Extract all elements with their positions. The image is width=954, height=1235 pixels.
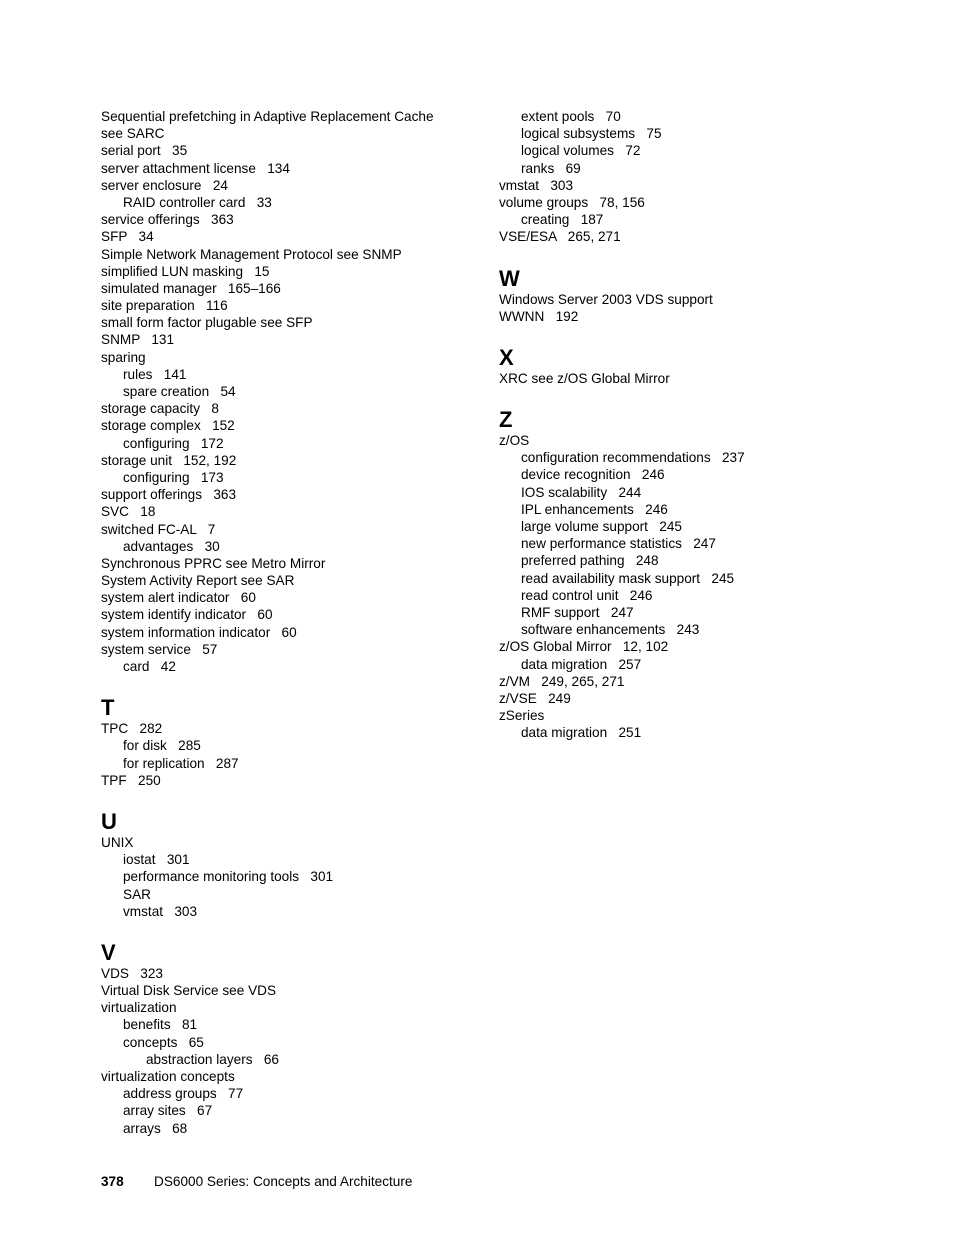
index-entry: WWNN 192 bbox=[499, 308, 579, 324]
index-subentry: benefits 81 bbox=[123, 1017, 198, 1033]
index-subentry: SAR bbox=[123, 886, 151, 902]
index-entry: VSE/ESA 265, 271 bbox=[499, 229, 621, 245]
index-subentry: RAID controller card 33 bbox=[123, 194, 272, 210]
index-subentry: spare creation 54 bbox=[123, 384, 236, 399]
index-entry: service offerings 363 bbox=[101, 212, 234, 228]
index-entry: sparing bbox=[101, 349, 146, 365]
index-entry: system identify indicator 60 bbox=[101, 607, 273, 623]
index-entry: virtualization concepts bbox=[101, 1069, 235, 1084]
index-entry: simulated manager 165–166 bbox=[101, 280, 281, 296]
index-letter-heading: V bbox=[101, 939, 116, 965]
index-entry: Virtual Disk Service see VDS bbox=[101, 983, 277, 999]
index-subentry: data migration 257 bbox=[521, 656, 642, 672]
index-entry: vmstat 303 bbox=[499, 177, 574, 193]
index-entry: support offerings 363 bbox=[101, 487, 237, 503]
book-title: DS6000 Series: Concepts and Architecture bbox=[154, 1174, 413, 1189]
index-subentry: logical subsystems 75 bbox=[521, 126, 662, 142]
index-subentry: IOS scalability 244 bbox=[521, 484, 642, 500]
index-subentry: configuring 172 bbox=[123, 435, 224, 451]
index-subentry: array sites 67 bbox=[123, 1103, 213, 1119]
index-entry: simplified LUN masking 15 bbox=[101, 263, 270, 279]
index-subentry: device recognition 246 bbox=[521, 467, 665, 483]
index-entry: system service 57 bbox=[101, 641, 218, 657]
index-subentry: address groups 77 bbox=[123, 1086, 244, 1102]
index-subentry: configuring 173 bbox=[123, 469, 224, 485]
index-entry: serial port 35 bbox=[101, 143, 188, 159]
index-subentry: arrays 68 bbox=[123, 1120, 188, 1136]
index-entry: system information indicator 60 bbox=[101, 624, 297, 640]
index-letter-heading: T bbox=[101, 695, 115, 721]
index-entry: site preparation 116 bbox=[101, 298, 228, 314]
index-letter-heading: U bbox=[101, 808, 117, 834]
index-subentry: rules 141 bbox=[123, 366, 187, 382]
page-number: 378 bbox=[101, 1174, 124, 1189]
index-entry: volume groups 78, 156 bbox=[499, 194, 645, 210]
index-entry: Simple Network Management Protocol see SNMP bbox=[101, 246, 402, 262]
index-subentry: ranks 69 bbox=[521, 160, 581, 176]
index-entry: Synchronous PPRC see Metro Mirror bbox=[101, 555, 326, 571]
index-entry: TPF 250 bbox=[101, 772, 161, 788]
index-entry: XRC see z/OS Global Mirror bbox=[499, 370, 670, 386]
index-column-right bbox=[499, 108, 899, 741]
index-entry: storage unit 152, 192 bbox=[101, 452, 237, 468]
index-subentry: software enhancements 243 bbox=[521, 622, 700, 638]
index-entry: storage complex 152 bbox=[101, 418, 235, 434]
index-subentry: new performance statistics 247 bbox=[521, 536, 716, 552]
index-subentry: extent pools 70 bbox=[521, 109, 621, 124]
index-entry: small form factor plugable see SFP bbox=[101, 315, 313, 331]
index-entry: zSeries bbox=[499, 708, 545, 724]
index-subentry: preferred pathing 248 bbox=[521, 553, 659, 569]
index-letter-heading: W bbox=[499, 265, 520, 291]
index-entry: z/OS Global Mirror 12, 102 bbox=[499, 639, 669, 655]
index-entry: SNMP 131 bbox=[101, 332, 175, 348]
index-subentry: performance monitoring tools 301 bbox=[123, 869, 334, 885]
index-entry: z/OS bbox=[499, 433, 530, 449]
index-subentry: abstraction layers 66 bbox=[146, 1051, 279, 1067]
index-subentry: card 42 bbox=[123, 659, 176, 674]
index-letter-heading: Z bbox=[499, 407, 513, 433]
index-subentry: advantages 30 bbox=[123, 538, 220, 554]
index-subentry: read control unit 246 bbox=[521, 587, 653, 603]
index-subentry: iostat 301 bbox=[123, 852, 190, 868]
index-entry: Sequential prefetching in Adaptive Replacement Cache bbox=[101, 109, 434, 124]
index-entry: server attachment license 134 bbox=[101, 160, 290, 176]
index-subentry: data migration 251 bbox=[521, 725, 642, 741]
index-subentry: IPL enhancements 246 bbox=[521, 501, 668, 517]
index-entry: SFP 34 bbox=[101, 229, 154, 245]
index-letter-heading: X bbox=[499, 344, 514, 370]
index-subentry: logical volumes 72 bbox=[521, 143, 641, 159]
index-entry: z/VM 249, 265, 271 bbox=[499, 673, 625, 689]
index-subentry: creating 187 bbox=[521, 212, 604, 228]
index-entry: Windows Server 2003 VDS support bbox=[499, 291, 713, 307]
index-entry: system alert indicator 60 bbox=[101, 590, 256, 606]
index-entry: z/VSE 249 bbox=[499, 690, 571, 706]
index-subentry: for disk 285 bbox=[123, 738, 201, 754]
index-entry: SVC 18 bbox=[101, 504, 156, 520]
index-subentry: vmstat 303 bbox=[123, 903, 198, 919]
page-footer bbox=[101, 1173, 412, 1190]
index-subentry: configuration recommendations 237 bbox=[521, 450, 745, 466]
index-entry: switched FC-AL 7 bbox=[101, 521, 216, 537]
index-entry: storage capacity 8 bbox=[101, 401, 219, 417]
index-column-left bbox=[101, 108, 481, 1137]
index-entry: TPC 282 bbox=[101, 721, 163, 737]
index-subentry: read availability mask support 245 bbox=[521, 570, 735, 586]
index-entry: VDS 323 bbox=[101, 965, 163, 981]
index-subentry: large volume support 245 bbox=[521, 519, 682, 534]
index-subentry: for replication 287 bbox=[123, 755, 239, 771]
index-entry: System Activity Report see SAR bbox=[101, 573, 295, 589]
index-subentry: RMF support 247 bbox=[521, 604, 634, 620]
index-entry: virtualization bbox=[101, 1000, 177, 1016]
index-entry: UNIX bbox=[101, 834, 134, 850]
index-subentry: concepts 65 bbox=[123, 1034, 204, 1050]
index-entry: see SARC bbox=[101, 126, 165, 142]
index-entry: server enclosure 24 bbox=[101, 177, 228, 193]
